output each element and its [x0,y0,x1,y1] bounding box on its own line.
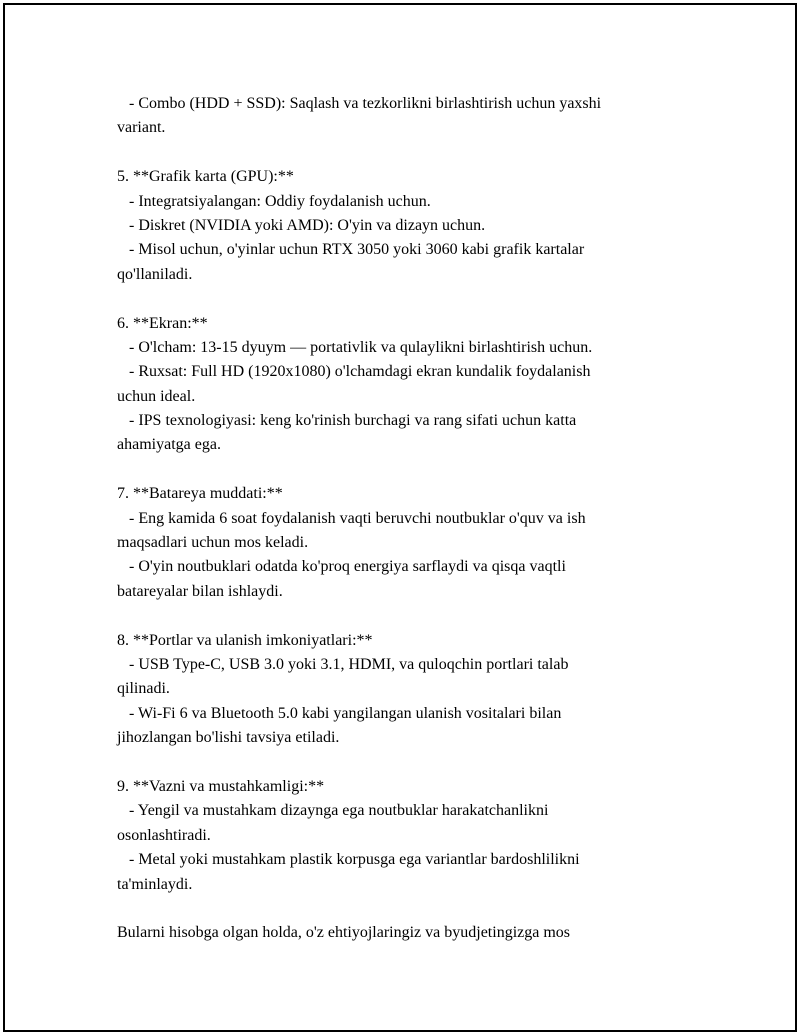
text-line: - Yengil va mustahkam dizaynga ega noutbuklar harakatchanlikni [117,802,549,820]
section-heading [117,629,697,653]
blank-line [117,897,697,921]
text-line: 6. **Ekran:** [117,314,208,332]
bullet-item [117,702,697,751]
text-line: - Diskret (NVIDIA yoki AMD): O'yin va dizayn uchun. [117,216,486,234]
text-line: 7. **Batareya muddati:** [117,485,283,503]
paragraph [117,921,697,945]
bullet-item [117,799,697,848]
bullet-item [117,653,697,702]
text-line: - Misol uchun, o'yinlar uchun RTX 3050 yoki 3060 kabi grafik kartalar [117,241,585,259]
text-line: osonlashtiradi. [117,826,211,844]
section-heading [117,312,697,336]
text-line: - USB Type-C, USB 3.0 yoki 3.1, HDMI, va quloqchin portlari talab [117,655,569,673]
bullet-item [117,848,697,897]
bullet-item [117,238,697,287]
text-line: - Combo (HDD + SSD): Saqlash va tezkorlikni birlashtirish uchun yaxshi [117,95,602,112]
bullet-item [117,507,697,556]
bullet-item [117,92,697,141]
text-line: batareyalar bilan ishlaydi. [117,582,283,600]
text-line: - Eng kamida 6 soat foydalanish vaqti beruvchi noutbuklar o'quv va ish [117,509,586,527]
bullet-item [117,214,697,238]
text-line: - O'lcham: 13-15 dyuym — portativlik va qulaylikni birlashtirish uchun. [117,338,593,356]
text-line: ta'minlaydi. [117,875,193,893]
bullet-item [117,409,697,458]
text-line: uchun ideal. [117,387,196,405]
bullet-item [117,336,697,360]
bullet-item [117,360,697,409]
text-line: maqsadlari uchun mos keladi. [117,534,309,552]
text-line: - Ruxsat: Full HD (1920x1080) o'lchamdagi ekran kundalik foydalanish [117,363,591,381]
text-line: - IPS texnologiyasi: keng ko'rinish burchagi va rang sifati uchun katta [117,412,577,430]
text-line: qilinadi. [117,680,170,698]
bullet-item [117,555,697,604]
text-line: - Integratsiyalangan: Oddiy foydalanish uchun. [117,192,431,210]
text-line: ahamiyatga ega. [117,436,221,454]
text-line: 9. **Vazni va mustahkamligi:** [117,777,325,795]
blank-line [117,751,697,775]
text-line: qo'llaniladi. [117,265,193,283]
section-heading [117,482,697,506]
text-line: Bularni hisobga olgan holda, o'z ehtiyojlaringiz va byudjetingizga mos [117,924,571,942]
blank-line [117,458,697,482]
text-line: - Wi-Fi 6 va Bluetooth 5.0 kabi yangilangan ulanish vositalari bilan [117,704,562,722]
text-line: jihozlangan bo'lishi tavsiya etiladi. [117,729,340,747]
text-line: variant. [117,119,166,137]
text-line: - Metal yoki mustahkam plastik korpusga ega variantlar bardoshlilikni [117,851,580,869]
section-heading [117,775,697,799]
text-line: - O'yin noutbuklari odatda ko'proq energiya sarflaydi va qisqa vaqtli [117,558,566,576]
blank-line [117,604,697,628]
blank-line [117,287,697,311]
document-body [117,92,697,946]
section-heading [117,165,697,189]
text-line: 8. **Portlar va ulanish imkoniyatlari:** [117,631,373,649]
text-line: 5. **Grafik karta (GPU):** [117,168,294,186]
bullet-item [117,190,697,214]
blank-line [117,141,697,165]
